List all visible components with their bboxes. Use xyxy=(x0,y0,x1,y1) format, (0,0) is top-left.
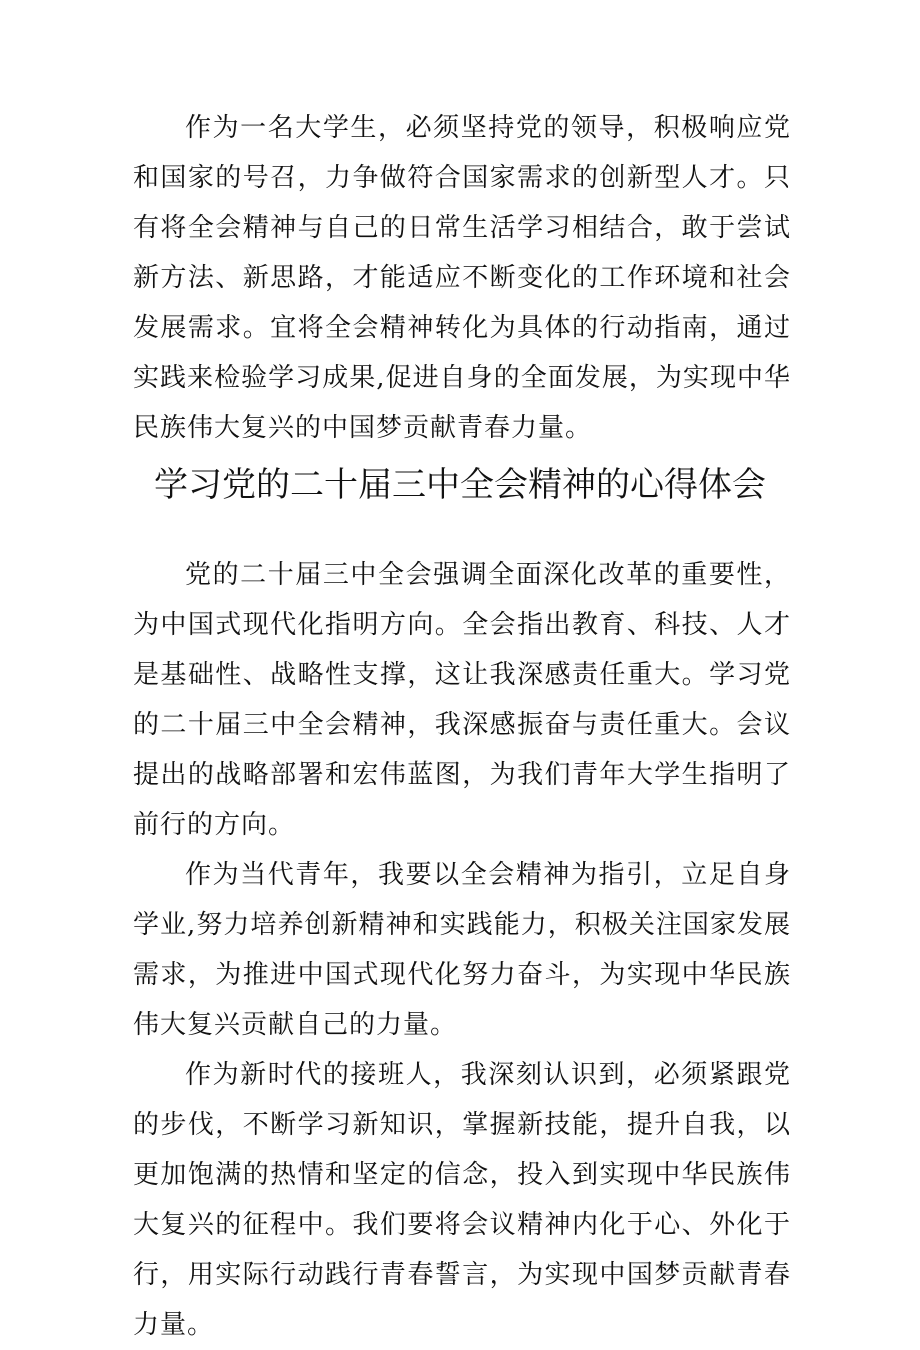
article-title: 学习党的二十届三中全会精神的心得体会 xyxy=(154,465,766,505)
intro-section xyxy=(133,103,791,453)
body-paragraph: 党的二十届三中全会强调全面深化改革的重要性，为中国式现代化指明方向。全会指出教育、科技、人才是基础性、战略性支撑，这让我深感责任重大。学习党的二十届三中全会精神，我深感振奋与责任重大。会议提出的战略部署和宏伟蓝图，为我们青年大学生指明了前行的方向。 xyxy=(133,560,791,840)
intro-paragraph: 作为一名大学生，必须坚持党的领导，积极响应党和国家的号召，力争做符合国家需求的创新型人才。只有将全会精神与自己的日常生活学习相结合，敢于尝试新方法、新思路，才能适应不断变化的工作环境和社会发展需求。宜将全会精神转化为具体的行动指南，通过实践来检验学习成果,促进自身的全面发展，为实现中华民族伟大复兴的中国梦贡献青春力量。 xyxy=(133,113,791,443)
article-body xyxy=(133,550,791,1350)
body-paragraph: 作为新时代的接班人，我深刻认识到，必须紧跟党的步伐，不断学习新知识，掌握新技能，提升自我，以更加饱满的热情和坚定的信念，投入到实现中华民族伟大复兴的征程中。我们要将会议精神内化于心、外化于行，用实际行动践行青春誓言，为实现中国梦贡献青春力量。 xyxy=(133,1060,791,1340)
body-paragraph: 作为当代青年，我要以全会精神为指引，立足自身学业,努力培养创新精神和实践能力，积极关注国家发展需求，为推进中国式现代化努力奋斗，为实现中华民族伟大复兴贡献自己的力量。 xyxy=(133,860,791,1040)
